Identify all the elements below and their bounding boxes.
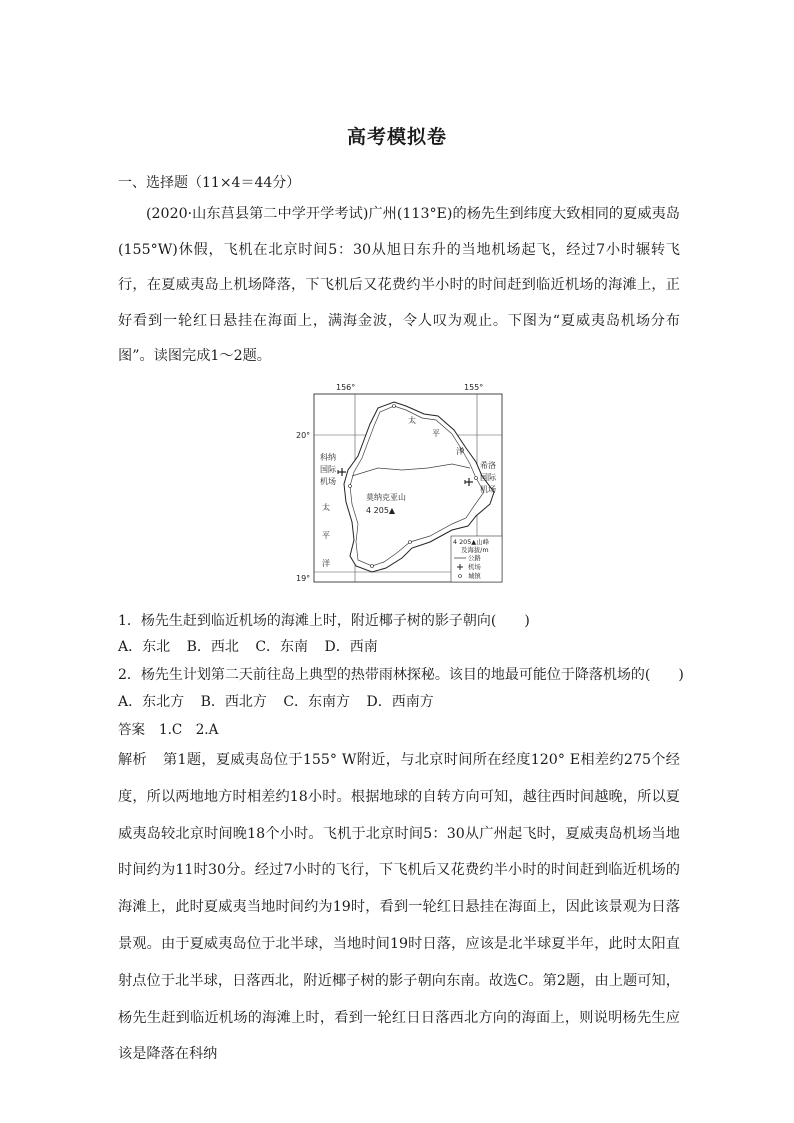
explanation-label: 解析 bbox=[118, 752, 148, 768]
ocean-left-1: 太 bbox=[322, 503, 330, 512]
section-heading: 一、选择题（11×4＝44分） bbox=[118, 175, 301, 191]
answer-line bbox=[118, 718, 218, 738]
option-c: C．东南方 bbox=[283, 694, 351, 710]
town-marker bbox=[475, 477, 478, 480]
ocean-top-3: 洋 bbox=[456, 447, 464, 456]
airport-left-2: 国际 bbox=[320, 465, 336, 474]
explanation bbox=[118, 742, 680, 1073]
airport-left-3: 机场 bbox=[320, 477, 336, 486]
option-b: B．西北方 bbox=[200, 694, 267, 710]
ocean-left-3: 洋 bbox=[322, 559, 330, 568]
answer-text: 1.C 2.A bbox=[159, 722, 219, 738]
mountain-elevation: 4 205▲ bbox=[366, 506, 396, 515]
legend-road: 公路 bbox=[468, 554, 481, 562]
question-intro: (2020·山东莒县第二中学开学考试)广州(113°E)的杨先生到纬度大致相同的夏威夷岛(155°W)休假，飞机在北京时间5：30从旭日东升的当地机场起飞，经过7小时辗转飞行，在夏威夷岛上机场降落，下飞机后又花费约半小时的时间赶到临近机场的海滩上，正好看到一轮红日悬挂在海面上，满海金波，令人叹为观止。下图为“夏威夷岛机场分布图”。读图完成1～2题。 bbox=[118, 206, 680, 364]
town-marker bbox=[393, 405, 396, 408]
airport-right-2: 国际 bbox=[480, 473, 496, 482]
question-2-options bbox=[118, 691, 446, 711]
lat-bottom-label: 19° bbox=[296, 574, 311, 583]
option-d: D．西南方 bbox=[366, 694, 434, 710]
page-title: 高考模拟卷 bbox=[346, 126, 447, 148]
airport-right-1: 希洛 bbox=[480, 461, 496, 470]
airport-right-3: 机场 bbox=[480, 485, 496, 494]
legend-airport: 机场 bbox=[468, 563, 481, 571]
lon-left-label: 156° bbox=[336, 383, 356, 392]
hawaii-airport-map bbox=[296, 376, 506, 586]
legend-town: 城镇 bbox=[468, 572, 481, 580]
option-d: D．西南 bbox=[324, 639, 378, 655]
question-1-stem: 1．杨先生赶到临近机场的海滩上时，附近椰子树的影子朝向( ) bbox=[118, 613, 530, 629]
option-b: B．西北 bbox=[186, 639, 239, 655]
ocean-top-1: 太 bbox=[408, 416, 416, 425]
question-1-options bbox=[118, 636, 390, 656]
question-2-stem: 2．杨先生计划第二天前往岛上典型的热带雨林探秘。该目的地最可能位于降落机场的( ) bbox=[118, 667, 684, 683]
ocean-top-2: 平 bbox=[432, 429, 440, 438]
airport-left-1: 科纳 bbox=[320, 453, 336, 462]
option-c: C．东南 bbox=[255, 639, 309, 655]
ocean-left-2: 平 bbox=[322, 531, 330, 540]
option-a: A．东北方 bbox=[118, 694, 185, 710]
lon-right-label: 155° bbox=[464, 383, 484, 392]
answer-label: 答案 bbox=[118, 722, 145, 738]
mountain-name: 莫纳克亚山 bbox=[366, 493, 406, 502]
legend-peak: 4 205▲山峰 bbox=[453, 538, 489, 546]
town-marker bbox=[349, 485, 352, 488]
option-a: A．东北 bbox=[118, 639, 171, 655]
legend-peak-2: 及海拔/m bbox=[461, 546, 489, 554]
town-marker bbox=[371, 565, 374, 568]
map-legend bbox=[451, 536, 502, 582]
lat-top-label: 20° bbox=[296, 431, 311, 440]
town-marker bbox=[409, 541, 412, 544]
explanation-text: 第1题，夏威夷岛位于155° W附近，与北京时间所在经度120° E相差约275个经度，所以两地地方时相差约18小时。根据地球的自转方向可知，越往西时间越晚，所以夏威夷岛较北京时间晚18个小时。飞机于北京时间5：30从广州起飞时，夏威夷岛机场当地时间约为11时30分。经过7小时的飞行，下飞机后又花费约半小时的时间赶到临近机场的海滩上，此时夏威夷当地时间约为19时，看到一轮红日悬挂在海面上，因此该景观为日落景观。由于夏威夷岛位于北半球，当地时间19时日落，应该是北半球夏半年，此时太阳直射点位于北半球，日落西北，附近椰子树的影子朝向东南。故选C。第2题，由上题可知，杨先生赶到临近机场的海滩上时，看到一轮红日日落西北方向的海面上，则说明杨先生应该是降落在科纳 bbox=[118, 752, 680, 1063]
